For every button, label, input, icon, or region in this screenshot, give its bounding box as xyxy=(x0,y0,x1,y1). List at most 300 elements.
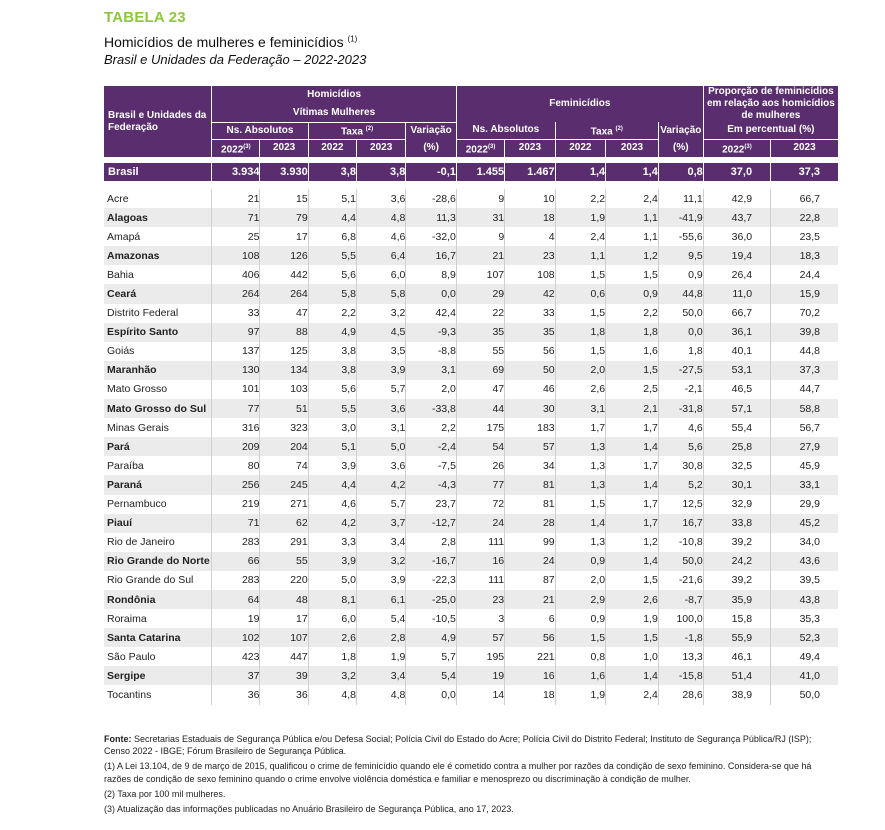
value-cell: 51 xyxy=(260,399,308,418)
value-cell: 55,4 xyxy=(703,418,770,437)
value-cell: 3,7 xyxy=(356,514,405,533)
uf-name-cell: Minas Gerais xyxy=(107,421,169,434)
value-cell: 39 xyxy=(260,666,308,685)
value-cell: 35,9 xyxy=(703,590,770,609)
value-cell: 46,5 xyxy=(703,380,770,399)
value-cell: 316 xyxy=(212,418,260,437)
value-cell: 1,5 xyxy=(555,628,605,647)
value-cell: 69 xyxy=(456,361,504,380)
value-cell: 57 xyxy=(456,628,504,647)
value-cell: 13,3 xyxy=(658,647,703,666)
title-note: (1) xyxy=(347,34,358,44)
value-cell: 72 xyxy=(456,495,504,514)
value-cell: 9 xyxy=(456,227,504,246)
value-cell: 47 xyxy=(260,304,308,323)
uf-name-cell: Rio de Janeiro xyxy=(107,536,175,549)
table-row xyxy=(104,666,838,685)
value-cell: 3,4 xyxy=(356,666,405,685)
value-cell: 3,2 xyxy=(356,304,405,323)
value-cell: 1,6 xyxy=(606,342,659,361)
value-cell: 0,0 xyxy=(658,323,703,342)
value-cell: 34 xyxy=(505,456,555,475)
value-cell: 4,9 xyxy=(308,323,356,342)
value-cell: 71 xyxy=(212,514,260,533)
value-cell: 15 xyxy=(260,189,308,208)
table-row xyxy=(104,399,838,418)
value-cell: 219 xyxy=(212,495,260,514)
value-cell: 6,4 xyxy=(356,246,405,265)
value-cell: 1,7 xyxy=(606,418,659,437)
uf-name-cell: Amapá xyxy=(107,230,141,243)
value-cell: 24,2 xyxy=(703,552,770,571)
value-cell: 2,0 xyxy=(406,380,457,399)
value-cell: 57 xyxy=(505,437,555,456)
value-cell: 17 xyxy=(260,609,308,628)
table-row xyxy=(104,380,838,399)
value-cell: -4,3 xyxy=(406,475,457,494)
value-cell: 46 xyxy=(505,380,555,399)
brasil-cell: 3.934 xyxy=(212,163,260,181)
value-cell: 34,0 xyxy=(771,533,838,552)
value-cell: -12,7 xyxy=(406,514,457,533)
data-table xyxy=(104,86,838,705)
value-cell: 1,8 xyxy=(606,323,659,342)
note-fonte xyxy=(104,733,824,757)
table-row xyxy=(104,304,838,323)
value-cell: 33 xyxy=(212,304,260,323)
value-cell: 15,8 xyxy=(703,609,770,628)
value-cell: -33,8 xyxy=(406,399,457,418)
footnotes xyxy=(104,733,824,815)
value-cell: 1,3 xyxy=(555,437,605,456)
uf-name-cell: Piauí xyxy=(104,514,212,533)
value-cell: -41,9 xyxy=(658,208,703,227)
value-cell: 125 xyxy=(260,342,308,361)
value-cell: 126 xyxy=(260,246,308,265)
note-1: (1) A Lei 13.104, de 9 de março de 2015, qualificou o crime de feminicídio quando ele é cometido contra a mulher por razões da condição de sexo feminino. Considera-se que há razões de condição de sexo feminino quando o crime envolve violência doméstica e familiar e menosprezo ou discriminação à condição de mulher. xyxy=(104,761,812,784)
header-year-note: (3) xyxy=(487,143,496,150)
value-cell: 27,9 xyxy=(771,437,838,456)
value-cell: 21 xyxy=(212,189,260,208)
value-cell: -28,6 xyxy=(406,189,457,208)
value-cell: 108 xyxy=(212,246,260,265)
header-em-percentual: Em percentual (%) xyxy=(703,122,838,139)
brasil-row xyxy=(104,163,838,181)
value-cell: 1,7 xyxy=(606,495,659,514)
value-cell: 55,9 xyxy=(703,628,770,647)
value-cell: 1,4 xyxy=(606,475,659,494)
value-cell: 66,7 xyxy=(771,189,838,208)
header-hom-taxa-label: Taxa xyxy=(340,126,363,138)
value-cell: 56 xyxy=(505,628,555,647)
value-cell: 44,8 xyxy=(658,284,703,303)
value-cell: 1,4 xyxy=(606,552,659,571)
value-cell: -10,5 xyxy=(406,609,457,628)
value-cell: 11,3 xyxy=(406,208,457,227)
value-cell: 26 xyxy=(456,456,504,475)
table-subtitle: Brasil e Unidades da Federação – 2022-2023 xyxy=(104,52,367,67)
value-cell: -8,8 xyxy=(406,342,457,361)
value-cell: 26,4 xyxy=(703,265,770,284)
table-tag: TABELA 23 xyxy=(104,9,186,26)
value-cell: 19 xyxy=(212,609,260,628)
value-cell: 5,1 xyxy=(308,437,356,456)
value-cell: -25,0 xyxy=(406,590,457,609)
table-row xyxy=(104,685,838,704)
value-cell: 79 xyxy=(260,208,308,227)
value-cell: 16,7 xyxy=(406,246,457,265)
value-cell: 5,7 xyxy=(406,647,457,666)
value-cell: 1,8 xyxy=(308,647,356,666)
value-cell: 23 xyxy=(456,590,504,609)
table-row xyxy=(104,284,838,303)
value-cell: 8,1 xyxy=(308,590,356,609)
table-row xyxy=(104,418,838,437)
value-cell: 5,2 xyxy=(658,475,703,494)
value-cell: 19,4 xyxy=(703,246,770,265)
value-cell: 66 xyxy=(212,552,260,571)
value-cell: 103 xyxy=(260,380,308,399)
value-cell: 5,5 xyxy=(308,246,356,265)
table-row xyxy=(104,533,838,552)
header-year xyxy=(456,139,504,157)
value-cell: -7,5 xyxy=(406,456,457,475)
value-cell: 24 xyxy=(505,552,555,571)
value-cell: 11,0 xyxy=(703,284,770,303)
uf-name-cell: Ceará xyxy=(104,284,212,303)
value-cell: 2,8 xyxy=(356,628,405,647)
brasil-cell: 1.455 xyxy=(456,163,504,181)
value-cell: 88 xyxy=(260,323,308,342)
uf-name-cell: Mato Grosso xyxy=(107,383,168,396)
value-cell: 0,9 xyxy=(555,609,605,628)
header-year: 2023 xyxy=(356,139,405,157)
value-cell: 6,1 xyxy=(356,590,405,609)
value-cell: 1,7 xyxy=(555,418,605,437)
brasil-cell: 37,0 xyxy=(703,163,770,181)
value-cell: 23,7 xyxy=(406,495,457,514)
table-row xyxy=(104,208,838,227)
uf-name-cell: Santa Catarina xyxy=(104,628,212,647)
value-cell: -31,8 xyxy=(658,399,703,418)
value-cell: 3,8 xyxy=(308,342,356,361)
value-cell: 1,6 xyxy=(555,666,605,685)
value-cell: 36,1 xyxy=(703,323,770,342)
value-cell: 0,0 xyxy=(406,685,457,704)
value-cell: -22,3 xyxy=(406,571,457,590)
value-cell: 264 xyxy=(260,284,308,303)
uf-name-cell: Goiás xyxy=(107,345,135,358)
value-cell: 42,4 xyxy=(406,304,457,323)
brasil-cell: 37,3 xyxy=(771,163,838,181)
header-year: 2022 xyxy=(555,139,605,157)
value-cell: 28 xyxy=(505,514,555,533)
value-cell: 4,6 xyxy=(658,418,703,437)
value-cell: 39,2 xyxy=(703,571,770,590)
table-row xyxy=(104,456,838,475)
value-cell: 43,6 xyxy=(771,552,838,571)
value-cell: 64 xyxy=(212,590,260,609)
value-cell: 5,0 xyxy=(308,571,356,590)
value-cell: 41,0 xyxy=(771,666,838,685)
value-cell: 4,6 xyxy=(308,495,356,514)
value-cell: 44 xyxy=(456,399,504,418)
value-cell: 24 xyxy=(456,514,504,533)
value-cell: 21 xyxy=(505,590,555,609)
value-cell: 447 xyxy=(260,647,308,666)
value-cell: 5,7 xyxy=(356,380,405,399)
value-cell: 36 xyxy=(260,685,308,704)
value-cell: 30,1 xyxy=(703,475,770,494)
value-cell: 97 xyxy=(212,323,260,342)
header-year: 2022 xyxy=(308,139,356,157)
value-cell: 42 xyxy=(505,284,555,303)
value-cell: 2,6 xyxy=(606,590,659,609)
table-row xyxy=(104,514,838,533)
value-cell: 40,1 xyxy=(703,342,770,361)
value-cell: 1,0 xyxy=(606,647,659,666)
value-cell: 31 xyxy=(456,208,504,227)
value-cell: 1,3 xyxy=(555,475,605,494)
value-cell: 17 xyxy=(260,227,308,246)
value-cell: 57,1 xyxy=(703,399,770,418)
value-cell: 5,5 xyxy=(308,399,356,418)
value-cell: 3,4 xyxy=(356,533,405,552)
value-cell: 3,9 xyxy=(356,571,405,590)
value-cell: 56,7 xyxy=(771,418,838,437)
value-cell: 37,3 xyxy=(771,361,838,380)
header-pct: (%) xyxy=(658,139,703,157)
value-cell: 1,2 xyxy=(606,533,659,552)
value-cell: 45,9 xyxy=(771,456,838,475)
value-cell: 15,9 xyxy=(771,284,838,303)
value-cell: 264 xyxy=(212,284,260,303)
value-cell: 33,1 xyxy=(771,475,838,494)
value-cell: 221 xyxy=(505,647,555,666)
header-uf: Brasil e Unidades da Federação xyxy=(104,86,212,157)
header-year: 2023 xyxy=(771,139,838,157)
table-row xyxy=(104,323,838,342)
value-cell: 101 xyxy=(212,380,260,399)
value-cell: 28,6 xyxy=(658,685,703,704)
value-cell: -15,8 xyxy=(658,666,703,685)
uf-name-cell: Tocantins xyxy=(107,688,152,701)
value-cell: 209 xyxy=(212,437,260,456)
value-cell: 23,5 xyxy=(771,227,838,246)
brasil-cell: -0,1 xyxy=(406,163,457,181)
uf-name-cell: Roraima xyxy=(107,612,147,625)
value-cell: 0,6 xyxy=(555,284,605,303)
value-cell: 5,8 xyxy=(308,284,356,303)
value-cell: -1,8 xyxy=(658,628,703,647)
value-cell: 1,1 xyxy=(606,208,659,227)
value-cell: 2,0 xyxy=(555,571,605,590)
note-fonte-label: Fonte: xyxy=(104,734,132,744)
table-row xyxy=(104,590,838,609)
uf-name-cell: São Paulo xyxy=(107,650,156,663)
value-cell: 3,6 xyxy=(356,189,405,208)
value-cell: 1,7 xyxy=(606,514,659,533)
value-cell: 204 xyxy=(260,437,308,456)
uf-name-cell: Amazonas xyxy=(104,246,212,265)
brasil-cell: 3,8 xyxy=(308,163,356,181)
uf-name-cell: Rio Grande do Sul xyxy=(107,574,194,587)
uf-name-cell: Bahia xyxy=(107,268,134,281)
value-cell: 137 xyxy=(212,342,260,361)
value-cell: 1,9 xyxy=(555,685,605,704)
value-cell: 2,2 xyxy=(555,189,605,208)
value-cell: 3,1 xyxy=(406,361,457,380)
value-cell: 50,0 xyxy=(771,685,838,704)
value-cell: 1,5 xyxy=(606,361,659,380)
value-cell: 77 xyxy=(456,475,504,494)
value-cell: 107 xyxy=(260,628,308,647)
value-cell: 0,8 xyxy=(555,647,605,666)
table-title xyxy=(104,34,357,50)
value-cell: 5,8 xyxy=(356,284,405,303)
value-cell: 3,9 xyxy=(308,456,356,475)
note-3: (3) Atualização das informações publicadas no Anuário Brasileiro de Segurança Pública, ano 17, 2023. xyxy=(104,804,514,815)
value-cell: 32,9 xyxy=(703,495,770,514)
value-cell: 3,1 xyxy=(356,418,405,437)
value-cell: 1,5 xyxy=(555,495,605,514)
value-cell: 36,0 xyxy=(703,227,770,246)
table-row xyxy=(104,437,838,456)
value-cell: 1,5 xyxy=(606,265,659,284)
value-cell: 66,7 xyxy=(703,304,770,323)
value-cell: 283 xyxy=(212,533,260,552)
value-cell: 2,2 xyxy=(308,304,356,323)
header-feminicidios: Feminicídios xyxy=(456,86,703,122)
value-cell: 1,9 xyxy=(356,647,405,666)
value-cell: 5,0 xyxy=(356,437,405,456)
value-cell: 0,9 xyxy=(555,552,605,571)
value-cell: 1,4 xyxy=(555,514,605,533)
value-cell: 5,1 xyxy=(308,189,356,208)
value-cell: 3,0 xyxy=(308,418,356,437)
value-cell: 70,2 xyxy=(771,304,838,323)
value-cell: 5,7 xyxy=(356,495,405,514)
value-cell: 4,8 xyxy=(356,208,405,227)
value-cell: 45,2 xyxy=(771,514,838,533)
value-cell: 0,9 xyxy=(658,265,703,284)
value-cell: 16 xyxy=(505,666,555,685)
value-cell: 4 xyxy=(505,227,555,246)
header-hom-taxa xyxy=(308,122,406,139)
value-cell: 1,5 xyxy=(555,342,605,361)
value-cell: 4,8 xyxy=(356,685,405,704)
brasil-cell: 1.467 xyxy=(505,163,555,181)
brasil-cell: 3,8 xyxy=(356,163,405,181)
value-cell: -2,4 xyxy=(406,437,457,456)
value-cell: 2,4 xyxy=(606,189,659,208)
value-cell: 256 xyxy=(212,475,260,494)
value-cell: 3,1 xyxy=(555,399,605,418)
value-cell: 108 xyxy=(505,265,555,284)
table-body xyxy=(104,157,838,705)
table-row xyxy=(104,342,838,361)
value-cell: 48 xyxy=(260,590,308,609)
uf-name-cell: Pernambuco xyxy=(107,498,167,511)
value-cell: 5,4 xyxy=(356,609,405,628)
table-row xyxy=(104,609,838,628)
value-cell: 9 xyxy=(456,189,504,208)
value-cell: 1,5 xyxy=(606,571,659,590)
value-cell: 35 xyxy=(456,323,504,342)
table-row xyxy=(104,628,838,647)
value-cell: 11,1 xyxy=(658,189,703,208)
value-cell: -32,0 xyxy=(406,227,457,246)
table-row xyxy=(104,495,838,514)
title-text: Homicídios de mulheres e feminicídios xyxy=(104,34,344,50)
header-year-label: 2022 xyxy=(722,143,745,155)
uf-name-cell: Distrito Federal xyxy=(107,307,179,320)
value-cell: 50,0 xyxy=(658,552,703,571)
table-row xyxy=(104,552,838,571)
value-cell: 74 xyxy=(260,456,308,475)
value-cell: 56 xyxy=(505,342,555,361)
value-cell: 81 xyxy=(505,475,555,494)
value-cell: 2,0 xyxy=(555,361,605,380)
value-cell: 29 xyxy=(456,284,504,303)
value-cell: 39,2 xyxy=(703,533,770,552)
value-cell: 100,0 xyxy=(658,609,703,628)
value-cell: 1,3 xyxy=(555,533,605,552)
value-cell: 99 xyxy=(505,533,555,552)
value-cell: 18 xyxy=(505,208,555,227)
note-2: (2) Taxa por 100 mil mulheres. xyxy=(104,788,226,799)
value-cell: 35,3 xyxy=(771,609,838,628)
value-cell: -16,7 xyxy=(406,552,457,571)
value-cell: 1,8 xyxy=(658,342,703,361)
value-cell: 5,6 xyxy=(308,265,356,284)
value-cell: 1,1 xyxy=(606,227,659,246)
value-cell: 323 xyxy=(260,418,308,437)
value-cell: 3,8 xyxy=(308,361,356,380)
value-cell: 3,3 xyxy=(308,533,356,552)
value-cell: 22 xyxy=(456,304,504,323)
value-cell: -8,7 xyxy=(658,590,703,609)
value-cell: 134 xyxy=(260,361,308,380)
value-cell: 37 xyxy=(212,666,260,685)
value-cell: 3,2 xyxy=(308,666,356,685)
value-cell: 47 xyxy=(456,380,504,399)
value-cell: -9,3 xyxy=(406,323,457,342)
value-cell: 39,8 xyxy=(771,323,838,342)
value-cell: 1,9 xyxy=(606,609,659,628)
value-cell: 53,1 xyxy=(703,361,770,380)
value-cell: 5,6 xyxy=(658,437,703,456)
value-cell: 4,8 xyxy=(308,685,356,704)
value-cell: 21 xyxy=(456,246,504,265)
header-year: 2023 xyxy=(505,139,555,157)
value-cell: 1,9 xyxy=(555,208,605,227)
value-cell: 3 xyxy=(456,609,504,628)
value-cell: 406 xyxy=(212,265,260,284)
value-cell: 62 xyxy=(260,514,308,533)
value-cell: 6 xyxy=(505,609,555,628)
table-row xyxy=(104,227,838,246)
value-cell: 5,4 xyxy=(406,666,457,685)
header-hom-var: Variação xyxy=(406,122,457,139)
value-cell: -21,6 xyxy=(658,571,703,590)
value-cell: 1,5 xyxy=(555,265,605,284)
value-cell: 33 xyxy=(505,304,555,323)
value-cell: 9,5 xyxy=(658,246,703,265)
value-cell: 245 xyxy=(260,475,308,494)
value-cell: 2,4 xyxy=(555,227,605,246)
header-fem-var: Variação xyxy=(658,122,703,139)
